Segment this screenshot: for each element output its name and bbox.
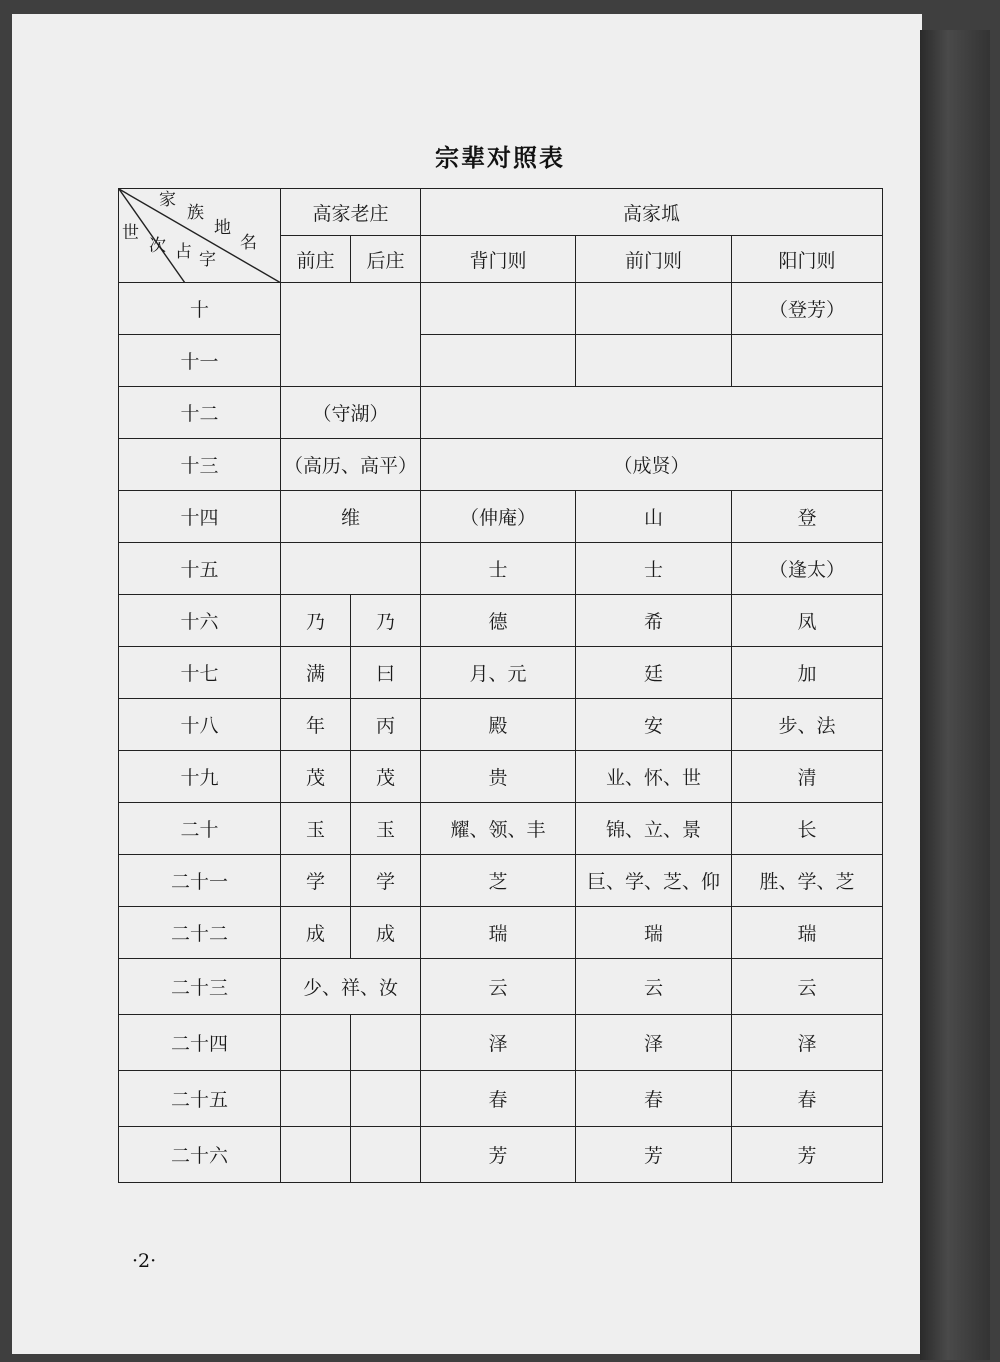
qianmenze-cell: 希: [576, 595, 732, 647]
column-header-qianmenze: 前门则: [576, 236, 732, 283]
table-row: [119, 1015, 883, 1071]
qianzhuang-cell: 玉: [281, 803, 351, 855]
qianmenze-cell: [576, 335, 732, 387]
column-header-houzhuang: 后庄: [351, 236, 421, 283]
yangmenze-cell: 凤: [732, 595, 883, 647]
table-row: [119, 907, 883, 959]
qianzhuang-cell: 年: [281, 699, 351, 751]
beimenze-cell: 贵: [421, 751, 576, 803]
beimenze-cell: 芳: [421, 1127, 576, 1183]
table-row: [119, 647, 883, 699]
column-header-qianzhuang: 前庄: [281, 236, 351, 283]
qianmenze-cell: 山: [576, 491, 732, 543]
table-row: [119, 1127, 883, 1183]
generation-cell: 十五: [119, 543, 281, 595]
yangmenze-cell: [732, 335, 883, 387]
generation-cell: 二十四: [119, 1015, 281, 1071]
yangmenze-cell: 泽: [732, 1015, 883, 1071]
houzhuang-cell: 玉: [351, 803, 421, 855]
yangmenze-cell: 瑞: [732, 907, 883, 959]
yangmenze-cell: 芳: [732, 1127, 883, 1183]
beimenze-cell: [421, 335, 576, 387]
qianzhuang-cell: [281, 1015, 351, 1071]
beimenze-cell: 士: [421, 543, 576, 595]
yangmenze-cell: 云: [732, 959, 883, 1015]
qianmenze-cell: 廷: [576, 647, 732, 699]
corner-header: [119, 189, 281, 283]
qianmenze-cell: 芳: [576, 1127, 732, 1183]
generation-cell: 十八: [119, 699, 281, 751]
yangmenze-cell: 登: [732, 491, 883, 543]
table-row: [119, 283, 883, 335]
beimenze-cell: 瑞: [421, 907, 576, 959]
houzhuang-cell: [351, 1127, 421, 1183]
table-row: [119, 335, 883, 387]
generation-cell: 十一: [119, 335, 281, 387]
table-row: [119, 543, 883, 595]
beimenze-cell: 春: [421, 1071, 576, 1127]
group-header-gaojiawa: 高家坬: [421, 189, 883, 236]
houzhuang-cell: 学: [351, 855, 421, 907]
table-row: [119, 439, 883, 491]
generation-cell: 十: [119, 283, 281, 335]
qianzhuang-cell: [281, 1071, 351, 1127]
generation-cell: 十六: [119, 595, 281, 647]
yangmenze-cell: （登芳）: [732, 283, 883, 335]
table-row: [119, 595, 883, 647]
beimenze-cell: 德: [421, 595, 576, 647]
corner-top-char: 族: [187, 203, 204, 223]
qianmenze-cell: 云: [576, 959, 732, 1015]
generation-cell: 十三: [119, 439, 281, 491]
beimenze-cell: 耀、领、丰: [421, 803, 576, 855]
generation-cell: 十九: [119, 751, 281, 803]
houzhuang-cell: 曰: [351, 647, 421, 699]
table-row: [119, 1071, 883, 1127]
table-row: [119, 959, 883, 1015]
table-row: [119, 699, 883, 751]
qianzhuang-cell: 茂: [281, 751, 351, 803]
yangmenze-cell: 步、法: [732, 699, 883, 751]
yangmenze-cell: 加: [732, 647, 883, 699]
qianmenze-cell: 巨、学、芝、仰: [576, 855, 732, 907]
yangmenze-cell: 清: [732, 751, 883, 803]
corner-bottom-char: 次: [149, 236, 166, 256]
qianmenze-cell: 业、怀、世: [576, 751, 732, 803]
beimenze-cell: （伸庵）: [421, 491, 576, 543]
table-row: [119, 803, 883, 855]
yangmenze-cell: 长: [732, 803, 883, 855]
page-number: ·2·: [132, 1250, 157, 1272]
laozhuang-cell: （守湖）: [281, 387, 421, 439]
generation-cell: 二十: [119, 803, 281, 855]
houzhuang-cell: 乃: [351, 595, 421, 647]
gaojiawa-cell: （成贤）: [421, 439, 883, 491]
laozhuang-cell: [281, 543, 421, 595]
qianmenze-cell: 安: [576, 699, 732, 751]
qianzhuang-cell: 成: [281, 907, 351, 959]
qianmenze-cell: [576, 283, 732, 335]
qianmenze-cell: 锦、立、景: [576, 803, 732, 855]
beimenze-cell: [421, 283, 576, 335]
qianmenze-cell: 瑞: [576, 907, 732, 959]
qianzhuang-cell: 乃: [281, 595, 351, 647]
table-row: [119, 491, 883, 543]
table-row: [119, 855, 883, 907]
houzhuang-cell: 成: [351, 907, 421, 959]
table-row: [119, 387, 883, 439]
beimenze-cell: 殿: [421, 699, 576, 751]
column-header-yangmenze: 阳门则: [732, 236, 883, 283]
laozhuang-cell: （高历、高平）: [281, 439, 421, 491]
generation-cell: 二十一: [119, 855, 281, 907]
beimenze-cell: 月、元: [421, 647, 576, 699]
group-header-laozhuang: 高家老庄: [281, 189, 421, 236]
generation-cell: 十七: [119, 647, 281, 699]
houzhuang-cell: [351, 1071, 421, 1127]
corner-top-char: 名: [240, 233, 257, 253]
table-row: [119, 751, 883, 803]
laozhuang-cell: 少、祥、汝: [281, 959, 421, 1015]
yangmenze-cell: 春: [732, 1071, 883, 1127]
houzhuang-cell: 茂: [351, 751, 421, 803]
book-edge: [920, 30, 990, 1360]
generation-cell: 二十二: [119, 907, 281, 959]
generation-cell: 二十三: [119, 959, 281, 1015]
laozhuang-cell: [281, 283, 421, 387]
houzhuang-cell: [351, 1015, 421, 1071]
qianzhuang-cell: [281, 1127, 351, 1183]
beimenze-cell: 芝: [421, 855, 576, 907]
corner-top-char: 家: [159, 190, 176, 210]
beimenze-cell: 泽: [421, 1015, 576, 1071]
column-header-beimenze: 背门则: [421, 236, 576, 283]
generation-cell: 十四: [119, 491, 281, 543]
generation-table: [118, 188, 883, 1183]
corner-bottom-char: 占: [175, 242, 192, 262]
corner-bottom-char: 世: [122, 223, 139, 243]
generation-cell: 十二: [119, 387, 281, 439]
corner-top-char: 地: [214, 218, 231, 238]
beimenze-cell: 云: [421, 959, 576, 1015]
qianzhuang-cell: 满: [281, 647, 351, 699]
laozhuang-cell: 维: [281, 491, 421, 543]
generation-cell: 二十六: [119, 1127, 281, 1183]
yangmenze-cell: 胜、学、芝: [732, 855, 883, 907]
table-body: [119, 283, 883, 1183]
qianmenze-cell: 泽: [576, 1015, 732, 1071]
corner-bottom-char: 字: [199, 250, 216, 270]
qianmenze-cell: 春: [576, 1071, 732, 1127]
header-row-groups: [119, 189, 883, 236]
page-title: 宗辈对照表: [435, 144, 565, 172]
houzhuang-cell: 丙: [351, 699, 421, 751]
gaojiawa-cell: [421, 387, 883, 439]
yangmenze-cell: （逢太）: [732, 543, 883, 595]
generation-cell: 二十五: [119, 1071, 281, 1127]
qianzhuang-cell: 学: [281, 855, 351, 907]
qianmenze-cell: 士: [576, 543, 732, 595]
